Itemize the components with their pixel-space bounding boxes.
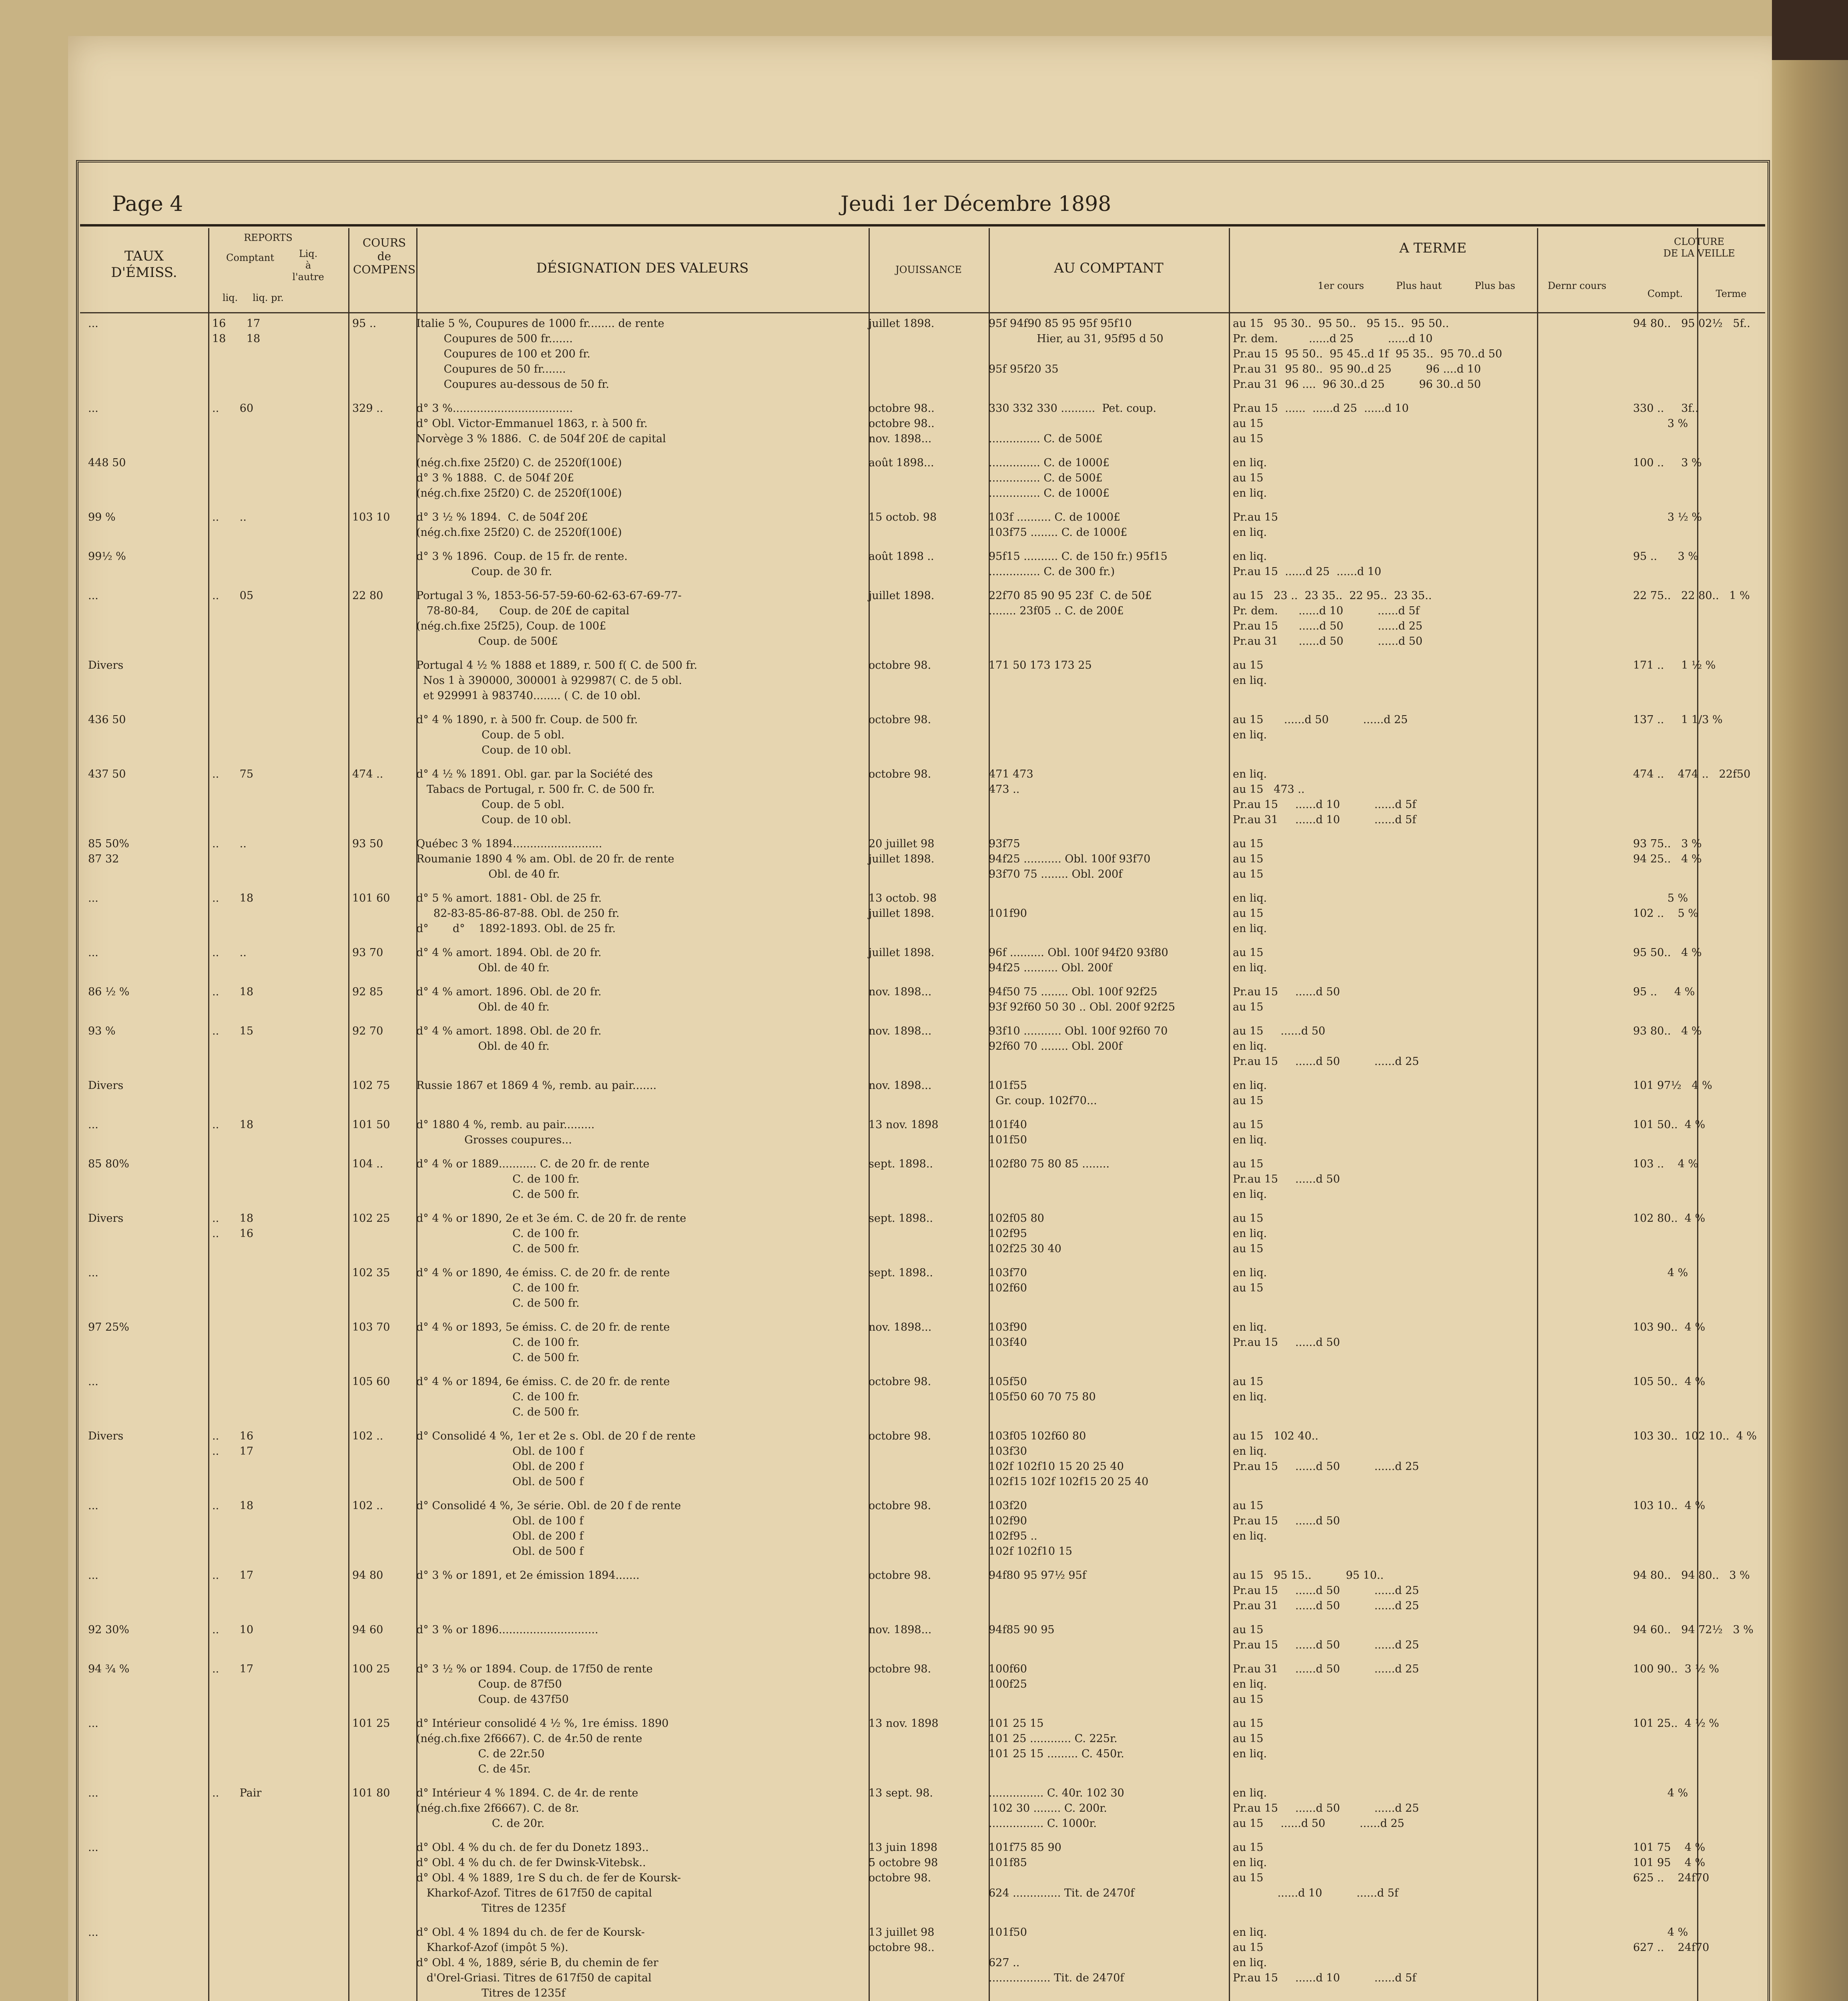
cell-jouissance: 13 juin 1898 5 octobre 98 octobre 98.	[869, 1841, 938, 1884]
cell-designation: d° 4 % or 1890, 4e émiss. C. de 20 fr. de rente C. de 100 fr. C. de 500 fr.	[416, 1267, 670, 1309]
cell-cours: 100 25	[352, 1663, 390, 1675]
cell-comptant: 101 25 15 101 25 ............ C. 225r. 101 25 15 ......... C. 450r.	[989, 1717, 1124, 1760]
cell-cloture: 93 80.. 4 %	[1633, 1025, 1702, 1037]
cell-designation: Italie 5 %, Coupures de 1000 fr........ de rente Coupures de 500 fr....... Coupures de 100 et 200 fr. Coupures de 50 fr....... Coupures au-dessous de 50 fr.	[416, 317, 664, 391]
table-row	[80, 1078, 1765, 1117]
cell-cours: 101 80	[352, 1787, 390, 1799]
cell-reports: .. 18	[212, 1500, 254, 1512]
cell-cours: 101 25	[352, 1717, 390, 1730]
col-plus-bas: Plus bas	[1475, 280, 1515, 291]
cell-reports: .. 75	[212, 768, 254, 780]
cell-reports: .. Pair	[212, 1787, 262, 1799]
cell-cours: 92 70	[352, 1025, 383, 1037]
cell-comptant: 103f90 103f40	[989, 1321, 1027, 1349]
table-row	[80, 401, 1765, 455]
cell-designation: d° Intérieur 4 % 1894. C. de 4r. de rente (nég.ch.fixe 2f6667). C. de 8r. C. de 20r.	[416, 1787, 638, 1830]
cell-cours: 102 ..	[352, 1500, 383, 1512]
cell-cloture: 137 .. 1 1/3 %	[1633, 714, 1723, 726]
cell-taux: 99½ %	[88, 550, 126, 563]
cell-taux: 436 50	[88, 714, 126, 726]
col-au-comptant: AU COMPTANT	[1054, 260, 1164, 276]
cell-cloture: 101 50.. 4 %	[1633, 1119, 1706, 1131]
cell-taux: ...	[88, 1569, 98, 1582]
table-row	[80, 767, 1765, 836]
cell-designation: d° Consolidé 4 %, 3e série. Obl. de 20 f de rente Obl. de 100 f Obl. de 200 f Obl. de 500 f	[416, 1500, 681, 1558]
cell-reports: .. 18 .. 16	[212, 1212, 254, 1240]
cell-designation: d° 3 % or 1896.............................	[416, 1624, 598, 1636]
cell-reports: .. 15	[212, 1025, 254, 1037]
cell-jouissance: octobre 98.	[869, 1663, 931, 1675]
cell-terme: Pr.au 31 ......d 50 ......d 25 en liq. au 15	[1233, 1663, 1419, 1706]
cell-reports: .. 18	[212, 1119, 254, 1131]
col-liq: liq.	[222, 292, 238, 303]
cell-cloture: 95 50.. 4 %	[1633, 946, 1702, 959]
cell-designation: Russie 1867 et 1869 4 %, remb. au pair.......	[416, 1079, 657, 1092]
cell-comptant: 330 332 330 .......... Pet. coup. ............... C. de 500£	[989, 402, 1156, 445]
cell-designation: d° 4 % or 1889........... C. de 20 fr. de rente C. de 100 fr. C. de 500 fr.	[416, 1158, 650, 1201]
cell-cloture: 330 .. 3f.. 3 %	[1633, 402, 1699, 430]
cell-jouissance: 15 octob. 98	[869, 511, 937, 523]
cell-jouissance: 13 sept. 98.	[869, 1787, 933, 1799]
table-row	[80, 1024, 1765, 1078]
col-dernier-cours: Dernr cours	[1547, 280, 1607, 291]
cell-cours: 102 35	[352, 1267, 390, 1279]
cell-terme: en liq. au 15 en liq.	[1233, 457, 1267, 499]
cell-reports: .. 60	[212, 402, 254, 415]
cell-terme: au 15 23 .. 23 35.. 22 95.. 23 35.. Pr. dem. ......d 10 ......d 5f Pr.au 15 ......d 50 ......d 25 Pr.au 31 ......d 50 ......d 50	[1233, 589, 1432, 648]
cell-comptant: 101f90	[989, 907, 1027, 920]
cell-cours: 94 80	[352, 1569, 383, 1582]
table-row	[80, 1320, 1765, 1374]
cell-comptant: 101f40 101f50	[989, 1119, 1027, 1146]
cell-taux: 448 50	[88, 457, 126, 469]
cell-taux: ...	[88, 1119, 98, 1131]
cell-comptant: ............... C. de 1000£ ............... C. de 500£ ............... C. de 1000£	[989, 457, 1110, 499]
cell-reports: 16 17 18 18	[212, 317, 261, 345]
cell-reports: .. 10	[212, 1624, 254, 1636]
cell-designation: d° 3 % 1896. Coup. de 15 fr. de rente. Coup. de 30 fr.	[416, 550, 628, 578]
cell-comptant: 22f70 85 90 95 23f C. de 50£ ........ 23f05 .. C. de 200£	[989, 589, 1152, 617]
cell-taux: Divers	[88, 1079, 124, 1092]
table-row	[80, 316, 1765, 401]
cell-terme: au 15 95 15.. 95 10.. Pr.au 15 ......d 50 ......d 25 Pr.au 31 ......d 50 ......d 25	[1233, 1569, 1419, 1612]
cell-cloture: 93 75.. 3 % 94 25.. 4 %	[1633, 838, 1702, 865]
table-row	[80, 1265, 1765, 1320]
cell-comptant: 101f50 627 .. .................. Tit. de 2470f	[989, 1926, 1124, 1984]
cell-cours: 101 60	[352, 892, 390, 904]
col-designation: DÉSIGNATION DES VALEURS	[536, 260, 749, 276]
cell-comptant: 102f05 80 102f95 102f25 30 40	[989, 1212, 1061, 1255]
cell-taux: ...	[88, 402, 98, 415]
table-row	[80, 1786, 1765, 1840]
table-row	[80, 1716, 1765, 1786]
cell-cours: 101 50	[352, 1119, 390, 1131]
table-row	[80, 510, 1765, 549]
cell-cloture: 4 % 627 .. 24f70	[1633, 1926, 1710, 1954]
cell-jouissance: octobre 98.	[869, 768, 931, 780]
cell-designation: d° 4 % amort. 1896. Obl. de 20 fr. Obl. de 40 fr.	[416, 986, 602, 1013]
cell-comptant: 95f15 .......... C. de 150 fr.) 95f15 ............... C. de 300 fr.)	[989, 550, 1168, 578]
cell-jouissance: octobre 98.	[869, 714, 931, 726]
cell-cours: 102 25	[352, 1212, 390, 1225]
page-header	[112, 192, 1753, 220]
col-liq-pr: liq. pr.	[253, 292, 284, 303]
cell-designation: d° 3 % or 1891, et 2e émission 1894.......	[416, 1569, 640, 1582]
cell-designation: d° 1880 4 %, remb. au pair......... Grosses coupures...	[416, 1119, 595, 1146]
cell-terme: au 15 102 40.. en liq. Pr.au 15 ......d 50 ......d 25	[1233, 1430, 1419, 1473]
cell-terme: en liq. au 15	[1233, 1079, 1267, 1107]
col-jouissance: JOUISSANCE	[895, 264, 962, 275]
table-row	[80, 455, 1765, 510]
cell-jouissance: octobre 98.. octobre 98.. nov. 1898...	[869, 402, 935, 445]
cell-terme: au 15 en liq.	[1233, 946, 1267, 974]
cell-designation: d° 4 % or 1893, 5e émiss. C. de 20 fr. de rente C. de 100 fr. C. de 500 fr.	[416, 1321, 670, 1364]
cell-taux: 437 50	[88, 768, 126, 780]
cell-comptant: 102f80 75 80 85 ........	[989, 1158, 1110, 1170]
cell-taux: Divers	[88, 1430, 124, 1442]
cell-reports: .. 16 .. 17	[212, 1430, 254, 1458]
cell-terme: Pr.au 15 ...... ......d 25 ......d 10 au 15 au 15	[1233, 402, 1409, 445]
cell-jouissance: 13 juillet 98 octobre 98..	[869, 1926, 935, 1954]
cell-cloture: 171 .. 1 ½ %	[1633, 659, 1716, 672]
cell-comptant: ................ C. 40r. 102 30 102 30 ........ C. 200r. ................ C. 1000r.	[989, 1787, 1124, 1830]
cell-terme: au 15 en liq.	[1233, 1119, 1267, 1146]
page-number: Page 4	[112, 192, 183, 216]
cell-designation: d° Consolidé 4 %, 1er et 2e s. Obl. de 20 f de rente Obl. de 100 f Obl. de 200 f Obl. de 500 f	[416, 1430, 696, 1488]
cell-taux: ...	[88, 1841, 98, 1854]
cell-comptant: 105f50 105f50 60 70 75 80	[989, 1375, 1096, 1403]
table-row	[80, 712, 1765, 767]
cell-cloture: 101 25.. 4 ½ %	[1633, 1717, 1719, 1730]
cell-designation: d° 4 ½ % 1891. Obl. gar. par la Société des Tabacs de Portugal, r. 500 fr. C. de 500 fr. Coup. de 5 obl. Coup. de 10 obl.	[416, 768, 655, 826]
col-terme: Terme	[1716, 288, 1747, 299]
cell-comptant: 95f 94f90 85 95 95f 95f10 Hier, au 31, 95f95 d 50 95f 95f20 35	[989, 317, 1164, 375]
cell-cloture: 101 75 4 % 101 95 4 % 625 .. 24f70	[1633, 1841, 1710, 1884]
cell-comptant: 93f10 ........... Obl. 100f 92f60 70 92f60 70 ........ Obl. 200f	[989, 1025, 1168, 1053]
cell-cloture: 100 90.. 3 ½ %	[1633, 1663, 1719, 1675]
cell-comptant: 101f55 Gr. coup. 102f70...	[989, 1079, 1097, 1107]
cell-taux: Divers	[88, 659, 124, 672]
table-row	[80, 1498, 1765, 1568]
cell-reports: .. 05	[212, 589, 254, 602]
cell-taux: 86 ½ %	[88, 986, 130, 998]
cell-terme: en liq. Pr.au 15 ......d 50 ......d 25 au 15 ......d 50 ......d 25	[1233, 1787, 1419, 1830]
cell-jouissance: août 1898...	[869, 457, 934, 469]
quotation-table	[80, 316, 1765, 2001]
table-row	[80, 891, 1765, 945]
cell-terme: au 15 en liq. au 15 ......d 10 ......d 5f	[1233, 1841, 1399, 1899]
cell-comptant: 94f80 95 97½ 95f	[989, 1569, 1086, 1582]
cell-cloture: 95 .. 3 %	[1633, 550, 1699, 563]
cell-terme: au 15 en liq. au 15	[1233, 1212, 1267, 1255]
cell-designation: (nég.ch.fixe 25f20) C. de 2520f(100£) d° 3 % 1888. C. de 504f 20£ (nég.ch.fixe 25f20) C. de 2520f(100£)	[416, 457, 622, 499]
cell-designation: Portugal 4 ½ % 1888 et 1889, r. 500 f( C. de 500 fr. Nos 1 à 390000, 300001 à 929987( C. de 5 obl. et 929991 à 983740........ ( C. de 10 obl.	[416, 659, 698, 702]
cell-designation: d° 4 % or 1894, 6e émiss. C. de 20 fr. de rente C. de 100 fr. C. de 500 fr.	[416, 1375, 670, 1418]
table-row	[80, 1925, 1765, 2001]
cell-jouissance: octobre 98.	[869, 659, 931, 672]
cell-jouissance: octobre 98.	[869, 1569, 931, 1582]
cell-taux: 92 30%	[88, 1624, 129, 1636]
cell-taux: ...	[88, 317, 98, 330]
header-rule	[80, 224, 1765, 227]
cell-jouissance: août 1898 ..	[869, 550, 934, 563]
cell-taux: ...	[88, 1787, 98, 1799]
cell-reports: .. 17	[212, 1663, 254, 1675]
col-compt: Compt.	[1647, 288, 1683, 299]
cell-comptant: 93f75 94f25 ........... Obl. 100f 93f70 93f70 75 ........ Obl. 200f	[989, 838, 1151, 880]
cell-designation: d° 5 % amort. 1881- Obl. de 25 fr. 82-83-85-86-87-88. Obl. de 250 fr. d° d° 1892-1893. Obl. de 25 fr.	[416, 892, 620, 935]
cell-terme: au 15 en liq.	[1233, 659, 1267, 687]
cell-taux: 93 %	[88, 1025, 116, 1037]
cell-taux: ...	[88, 892, 98, 904]
col-taux: TAUX D'ÉMISS.	[111, 248, 177, 281]
cell-reports: .. 18	[212, 986, 254, 998]
table-row	[80, 658, 1765, 712]
cell-reports: .. ..	[212, 838, 247, 850]
cell-cloture: 105 50.. 4 %	[1633, 1375, 1706, 1388]
header-bottom-rule	[80, 312, 1765, 313]
cell-reports: .. ..	[212, 946, 247, 959]
cell-cloture: 103 30.. 102 10.. 4 %	[1633, 1430, 1757, 1442]
cell-jouissance: juillet 1898.	[869, 589, 935, 602]
table-row	[80, 1662, 1765, 1716]
cell-jouissance: juillet 1898.	[869, 317, 935, 330]
cell-jouissance: nov. 1898...	[869, 1321, 932, 1333]
cell-jouissance: nov. 1898...	[869, 1624, 932, 1636]
cell-taux: 85 80%	[88, 1158, 129, 1170]
cell-comptant: 100f60 100f25	[989, 1663, 1027, 1690]
cell-cours: 103 70	[352, 1321, 390, 1333]
cell-designation: d° 3 ½ % or 1894. Coup. de 17f50 de rente Coup. de 87f50 Coup. de 437f50	[416, 1663, 653, 1706]
cell-taux: ...	[88, 1717, 98, 1730]
cell-cloture: 474 .. 474 .. 22f50	[1633, 768, 1751, 780]
cell-taux: ...	[88, 946, 98, 959]
cell-jouissance: sept. 1898..	[869, 1267, 933, 1279]
cell-designation: d° 3 ½ % 1894. C. de 504f 20£ (nég.ch.fixe 25f20) C. de 2520f(100£)	[416, 511, 622, 539]
cell-jouissance: 13 nov. 1898	[869, 1717, 939, 1730]
cell-reports: .. 18	[212, 892, 254, 904]
cell-terme: au 15 au 15 au 15	[1233, 838, 1264, 880]
table-row	[80, 588, 1765, 658]
table-row	[80, 1157, 1765, 1211]
cell-cours: 92 85	[352, 986, 383, 998]
cell-taux: ...	[88, 589, 98, 602]
cell-comptant: 103f .......... C. de 1000£ 103f75 ........ C. de 1000£	[989, 511, 1128, 539]
cell-cours: 104 ..	[352, 1158, 383, 1170]
cell-cours: 95 ..	[352, 317, 377, 330]
binding-top	[1772, 0, 1848, 60]
cell-jouissance: 13 octob. 98 juillet 1898.	[869, 892, 937, 920]
cell-terme: au 15 Pr.au 15 ......d 50 en liq.	[1233, 1158, 1340, 1201]
cell-jouissance: sept. 1898..	[869, 1158, 933, 1170]
cell-comptant: 103f05 102f60 80 103f30 102f 102f10 15 20 25 40 102f15 102f 102f15 20 25 40	[989, 1430, 1149, 1488]
cell-designation: d° 4 % or 1890, 2e et 3e ém. C. de 20 fr. de rente C. de 100 fr. C. de 500 fr.	[416, 1212, 686, 1255]
cell-cours: 102 75	[352, 1079, 390, 1092]
cell-cloture: 4 %	[1633, 1787, 1688, 1799]
cell-jouissance: octobre 98.	[869, 1375, 931, 1388]
cell-comptant: 101f75 85 90 101f85 624 .............. Tit. de 2470f	[989, 1841, 1135, 1899]
col-premier-cours: 1er cours	[1318, 280, 1364, 291]
col-reports: REPORTS	[244, 232, 293, 243]
cell-designation: d° 4 % amort. 1894. Obl. de 20 fr. Obl. de 40 fr.	[416, 946, 602, 974]
cell-cours: 22 80	[352, 589, 383, 602]
cell-cours: 474 ..	[352, 768, 383, 780]
col-liq-autre: Liq. à l'autre	[292, 248, 324, 283]
cell-reports: .. ..	[212, 511, 247, 523]
cell-designation: Portugal 3 %, 1853-56-57-59-60-62-63-67-69-77- 78-80-84, Coup. de 20£ de capital (nég.ch.fixe 25f25), Coup. de 100£ Coup. de 500£	[416, 589, 682, 648]
cell-designation: d° 4 % amort. 1898. Obl. de 20 fr. Obl. de 40 fr.	[416, 1025, 602, 1053]
cell-comptant: 94f85 90 95	[989, 1624, 1055, 1636]
cell-cloture: 100 .. 3 %	[1633, 457, 1702, 469]
cell-cloture: 103 90.. 4 %	[1633, 1321, 1706, 1333]
cell-designation: Québec 3 % 1894.......................... Roumanie 1890 4 % am. Obl. de 20 fr. de rente Obl. de 40 fr.	[416, 838, 674, 880]
cell-cours: 93 70	[352, 946, 383, 959]
column-headers	[80, 228, 1765, 312]
cell-terme: Pr.au 15 ......d 50 au 15	[1233, 986, 1340, 1013]
cell-terme: au 15 Pr.au 15 ......d 50 en liq.	[1233, 1500, 1340, 1542]
adjacent-page-edge	[1772, 0, 1848, 2001]
cell-jouissance: 20 juillet 98 juillet 1898.	[869, 838, 935, 865]
cell-terme: au 15 Pr.au 15 ......d 50 ......d 25	[1233, 1624, 1419, 1651]
cell-jouissance: octobre 98.	[869, 1500, 931, 1512]
cell-terme: en liq. au 15 en liq.	[1233, 892, 1267, 935]
cell-taux: 94 ¾ %	[88, 1663, 130, 1675]
cell-terme: en liq. au 15 473 .. Pr.au 15 ......d 10 ......d 5f Pr.au 31 ......d 10 ......d 5f	[1233, 768, 1417, 826]
table-row	[80, 1374, 1765, 1429]
cell-taux: ...	[88, 1267, 98, 1279]
cell-terme: en liq. au 15	[1233, 1267, 1267, 1294]
page-date: Jeudi 1er Décembre 1898	[841, 192, 1112, 216]
cell-designation: d° 3 %................................... d° Obl. Victor-Emmanuel 1863, r. à 500 fr. Norvège 3 % 1886. C. de 504f 20£ de capital	[416, 402, 666, 445]
cell-cours: 105 60	[352, 1375, 390, 1388]
cell-terme: en liq. Pr.au 15 ......d 50	[1233, 1321, 1340, 1349]
table-row	[80, 984, 1765, 1024]
cell-taux: ...	[88, 1500, 98, 1512]
cell-cloture: 3 ½ %	[1633, 511, 1702, 523]
cell-jouissance: nov. 1898...	[869, 1025, 932, 1037]
cell-jouissance: juillet 1898.	[869, 946, 935, 959]
cell-taux: Divers	[88, 1212, 124, 1225]
cell-cloture: 95 .. 4 %	[1633, 986, 1695, 998]
col-plus-haut: Plus haut	[1396, 280, 1442, 291]
table-row	[80, 1622, 1765, 1662]
cell-comptant: 103f70 102f60	[989, 1267, 1027, 1294]
table-row	[80, 1211, 1765, 1265]
col-cours: COURS de COMPENS	[353, 236, 415, 277]
cell-jouissance: 13 nov. 1898	[869, 1119, 939, 1131]
cell-cloture: 94 80.. 94 80.. 3 %	[1633, 1569, 1750, 1582]
cell-designation: d° 4 % 1890, r. à 500 fr. Coup. de 500 fr. Coup. de 5 obl. Coup. de 10 obl.	[416, 714, 638, 756]
cell-jouissance: octobre 98.	[869, 1430, 931, 1442]
cell-terme: au 15 95 30.. 95 50.. 95 15.. 95 50.. Pr. dem. ......d 25 ......d 10 Pr.au 15 95 50.. 95 45..d 1f 95 35.. 95 70..d 50 Pr.au 31 95 80.. 95 90..d 25 96 ....d 10 Pr.au 31 96 .... 96 30..d 25 96 30..d 50	[1233, 317, 1502, 391]
table-row	[80, 1117, 1765, 1157]
cell-terme: au 15 ......d 50 ......d 25 en liq.	[1233, 714, 1408, 741]
cell-comptant: 471 473 473 ..	[989, 768, 1033, 796]
cell-comptant: 171 50 173 173 25	[989, 659, 1092, 672]
table-row	[80, 1840, 1765, 1925]
cell-jouissance: sept. 1898..	[869, 1212, 933, 1225]
cell-cloture: 103 .. 4 %	[1633, 1158, 1699, 1170]
cell-cloture: 4 %	[1633, 1267, 1688, 1279]
table-row	[80, 1568, 1765, 1622]
cell-comptant: 103f20 102f90 102f95 .. 102f 102f10 15	[989, 1500, 1072, 1558]
cell-terme: en liq. Pr.au 15 ......d 25 ......d 10	[1233, 550, 1381, 578]
cell-terme: Pr.au 15 en liq.	[1233, 511, 1278, 539]
cell-cloture: 94 80.. 95 02½ 5f..	[1633, 317, 1750, 330]
cell-comptant: 96f .......... Obl. 100f 94f20 93f80 94f25 .......... Obl. 200f	[989, 946, 1168, 974]
cell-comptant: 94f50 75 ........ Obl. 100f 92f25 93f 92f60 50 30 .. Obl. 200f 92f25	[989, 986, 1175, 1013]
cell-terme: au 15 ......d 50 en liq. Pr.au 15 ......d 50 ......d 25	[1233, 1025, 1419, 1068]
table-row	[80, 945, 1765, 984]
cell-taux: ...	[88, 1926, 98, 1939]
cell-taux: ...	[88, 1375, 98, 1388]
cell-jouissance: nov. 1898...	[869, 1079, 932, 1092]
cell-cours: 93 50	[352, 838, 383, 850]
cell-terme: au 15 au 15 en liq.	[1233, 1717, 1267, 1760]
cell-designation: d° Obl. 4 % 1894 du ch. de fer de Koursk- Kharkof-Azof (impôt 5 %). d° Obl. 4 %, 1889, série B, du chemin de fer d'Orel-Griasi. Titres de 617f50 de capital Titres de 1235f	[416, 1926, 658, 1999]
cell-cloture: 94 60.. 94 72½ 3 %	[1633, 1624, 1754, 1636]
cell-cours: 94 60	[352, 1624, 383, 1636]
cell-cours: 329 ..	[352, 402, 383, 415]
cell-terme: au 15 en liq.	[1233, 1375, 1267, 1403]
cell-cloture: 101 97½ 4 %	[1633, 1079, 1712, 1092]
table-row	[80, 836, 1765, 891]
cell-reports: .. 17	[212, 1569, 254, 1582]
cell-cloture: 22 75.. 22 80.. 1 %	[1633, 589, 1750, 602]
col-comptant: Comptant	[226, 252, 274, 263]
cell-terme: en liq. au 15 en liq. Pr.au 15 ......d 10 ......d 5f	[1233, 1926, 1417, 1984]
cell-cours: 103 10	[352, 511, 390, 523]
col-cloture: CLOTURE DE LA VEILLE	[1663, 236, 1735, 259]
cell-taux: 97 25%	[88, 1321, 129, 1333]
table-row	[80, 1429, 1765, 1498]
cell-designation: d° Obl. 4 % du ch. de fer du Donetz 1893.. d° Obl. 4 % du ch. de fer Dwinsk-Vitebsk.. d° Obl. 4 % 1889, 1re S du ch. de fer de Koursk- Kharkof-Azof. Titres de 617f50 de capital Titres de 1235f	[416, 1841, 681, 1915]
cell-taux: 85 50% 87 32	[88, 838, 129, 865]
cell-jouissance: nov. 1898...	[869, 986, 932, 998]
cell-designation: d° Intérieur consolidé 4 ½ %, 1re émiss. 1890 (nég.ch.fixe 2f6667). C. de 4r.50 de rente C. de 22r.50 C. de 45r.	[416, 1717, 669, 1775]
cell-taux: 99 %	[88, 511, 116, 523]
cell-cloture: 102 80.. 4 %	[1633, 1212, 1706, 1225]
col-a-terme: A TERME	[1399, 240, 1467, 256]
cell-cloture: 103 10.. 4 %	[1633, 1500, 1706, 1512]
cell-cloture: 5 % 102 .. 5 %	[1633, 892, 1699, 920]
cell-cours: 102 ..	[352, 1430, 383, 1442]
table-row	[80, 549, 1765, 588]
